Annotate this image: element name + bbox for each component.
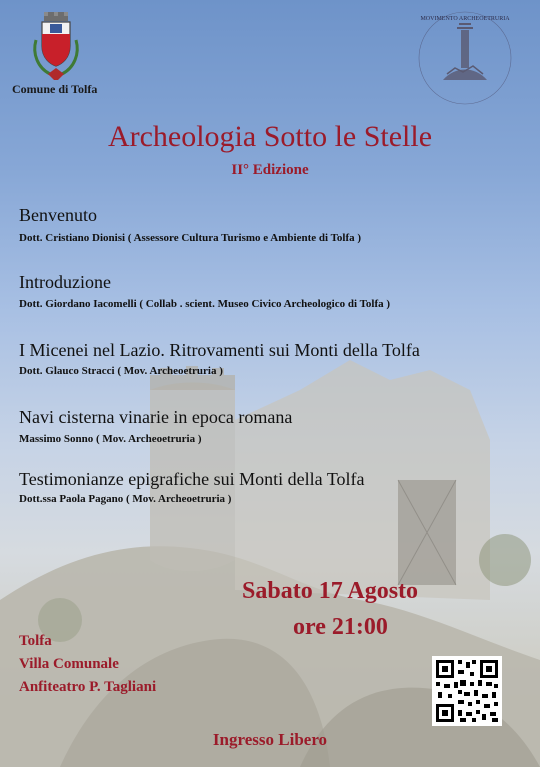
program-item-speaker: Dott.ssa Paola Pagano ( Mov. Archeoetruria ) (19, 493, 232, 505)
qr-code[interactable] (432, 656, 502, 726)
program-item-title: Navi cisterna vinarie in epoca romana (19, 407, 293, 427)
event-edition: II° Edizione (231, 162, 309, 178)
program-item-title: Introduzione (19, 272, 111, 292)
municipality-label: Comune di Tolfa (12, 82, 98, 96)
program-item-title: Benvenuto (19, 205, 97, 225)
event-time: ore 21:00 (293, 614, 388, 640)
venue-detail: Anfiteatro P. Tagliani (19, 679, 157, 695)
venue-town: Tolfa (19, 633, 52, 649)
program-item-speaker: Dott. Cristiano Dionisi ( Assessore Cultura Turismo e Ambiente di Tolfa ) (19, 232, 362, 244)
program-item-speaker: Dott. Glauco Stracci ( Mov. Archeoetruria ) (19, 365, 223, 377)
program-item-title: Testimonianze epigrafiche sui Monti della Tolfa (19, 469, 365, 489)
program-item-title: I Micenei nel Lazio. Ritrovamenti sui Monti della Tolfa (19, 340, 420, 360)
entry-info: Ingresso Libero (212, 730, 328, 749)
venue-place: Villa Comunale (19, 656, 119, 672)
program-item-speaker: Massimo Sonno ( Mov. Archeoetruria ) (19, 433, 202, 445)
event-title: Archeologia Sotto le Stelle (107, 120, 433, 153)
municipal-crest-icon (28, 10, 84, 82)
program-item-speaker: Dott. Giordano Iacomelli ( Collab . scient. Museo Civico Archeologico di Tolfa ) (19, 298, 391, 310)
archeoetruria-logo-icon (415, 8, 515, 108)
logo-text: MOVIMENTO ARCHEOETRURIA (420, 16, 510, 22)
event-date: Sabato 17 Agosto (242, 578, 419, 604)
